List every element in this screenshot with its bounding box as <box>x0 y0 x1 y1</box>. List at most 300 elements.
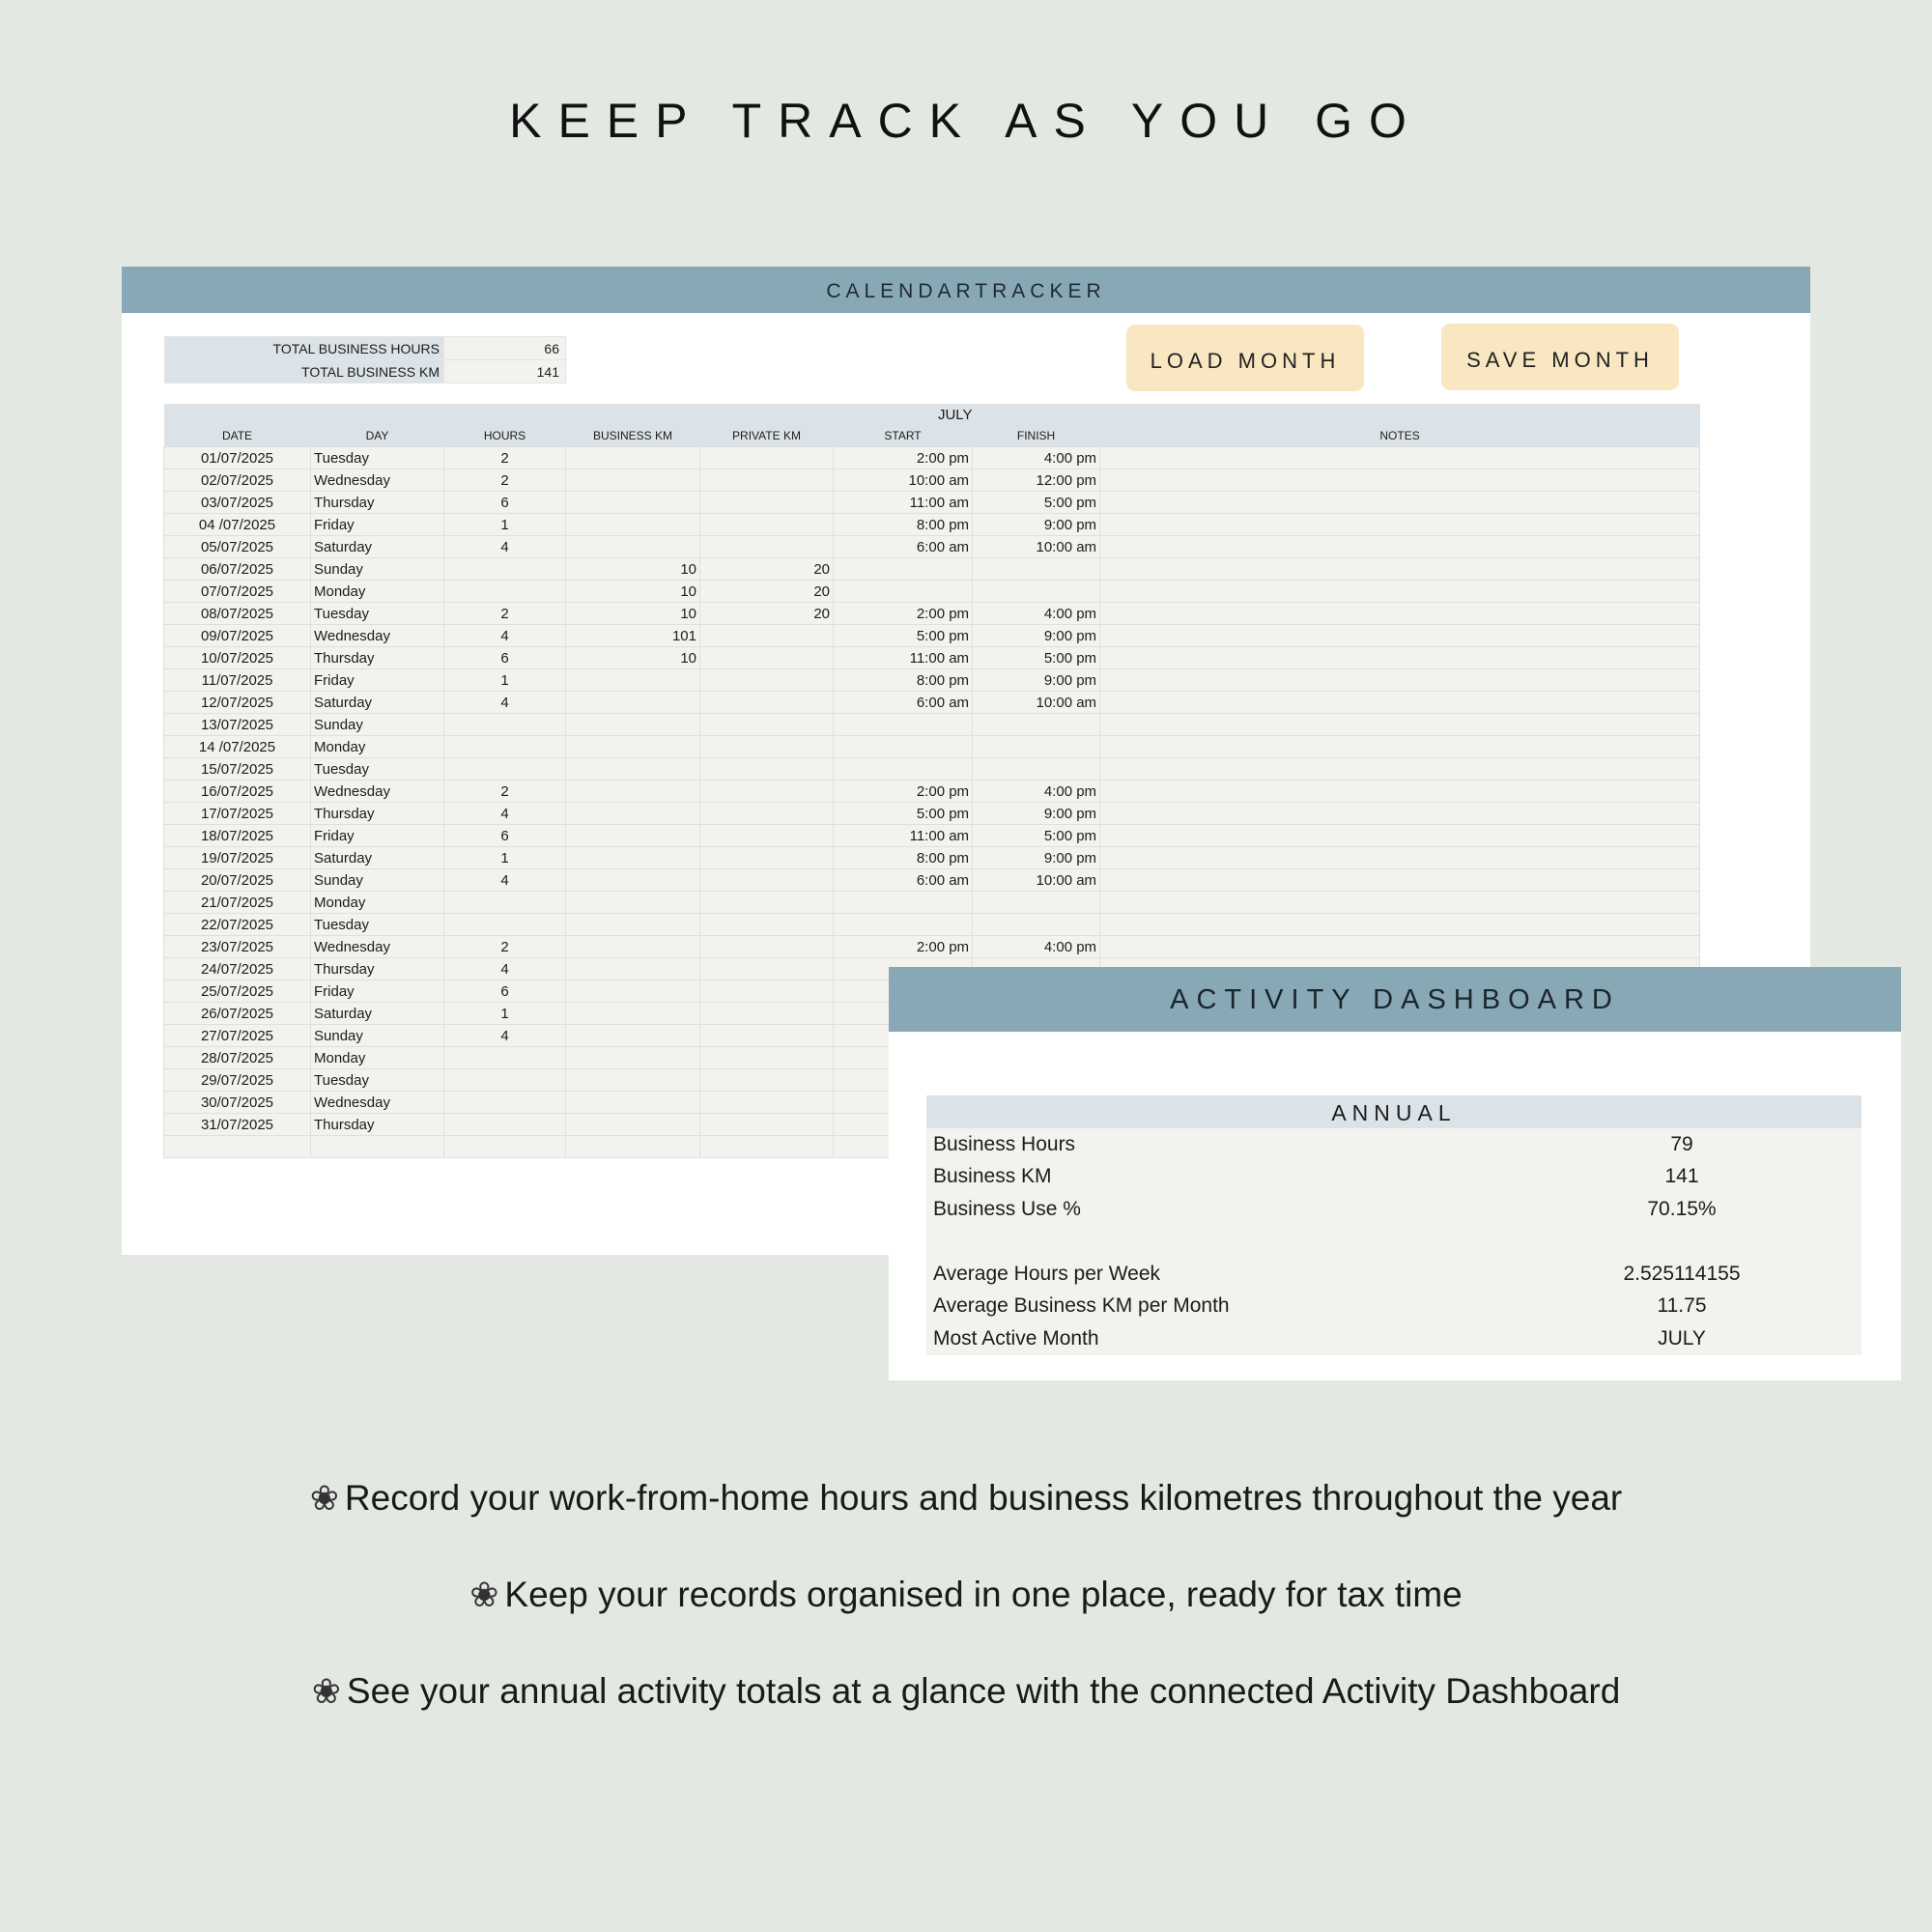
cell-notes[interactable] <box>1100 758 1700 781</box>
cell-hours[interactable]: 6 <box>444 492 566 514</box>
table-row <box>164 447 1700 469</box>
cell-business-km[interactable] <box>566 1114 700 1136</box>
cell-day[interactable]: Sunday <box>311 714 444 736</box>
cell-start[interactable]: 11:00 am <box>834 825 973 847</box>
cell-business-km[interactable] <box>566 692 700 714</box>
cell-start[interactable] <box>834 736 973 758</box>
cell-start[interactable]: 2:00 pm <box>834 447 973 469</box>
dashboard-label: Average Business KM per Month <box>933 1294 1230 1318</box>
cell-date[interactable]: 10/07/2025 <box>164 647 311 669</box>
cell-finish[interactable]: 9:00 pm <box>973 669 1100 692</box>
cell-private-km[interactable] <box>700 1136 834 1158</box>
table-row <box>164 692 1700 714</box>
cell-private-km[interactable] <box>700 892 834 914</box>
cell-hours[interactable]: 1 <box>444 1003 566 1025</box>
month-label: JULY <box>164 404 973 425</box>
cell-notes[interactable] <box>1100 603 1700 625</box>
cell-notes[interactable] <box>1100 514 1700 536</box>
cell-private-km[interactable] <box>700 958 834 980</box>
cell-business-km[interactable] <box>566 514 700 536</box>
cell-finish[interactable] <box>973 892 1100 914</box>
cell-day[interactable]: Friday <box>311 980 444 1003</box>
cell-private-km[interactable] <box>700 825 834 847</box>
tracker-title: CALENDARTRACKER <box>122 267 1810 313</box>
cell-hours[interactable] <box>444 892 566 914</box>
cell-business-km[interactable] <box>566 758 700 781</box>
cell-hours[interactable]: 1 <box>444 847 566 869</box>
cell-day[interactable]: Sunday <box>311 869 444 892</box>
column-header-date: DATE <box>164 425 311 447</box>
dashboard-label: Business KM <box>933 1165 1052 1188</box>
cell-business-km[interactable] <box>566 1092 700 1114</box>
cell-start[interactable]: 10:00 am <box>834 469 973 492</box>
cell-hours[interactable]: 2 <box>444 781 566 803</box>
cell-day[interactable]: Saturday <box>311 847 444 869</box>
cell-date[interactable]: 04 /07/2025 <box>164 514 311 536</box>
dashboard-title: ACTIVITY DASHBOARD <box>889 967 1901 1032</box>
cell-business-km[interactable]: 101 <box>566 625 700 647</box>
cell-notes[interactable] <box>1100 669 1700 692</box>
cell-finish[interactable]: 9:00 pm <box>973 847 1100 869</box>
table-row <box>164 736 1700 758</box>
cell-date[interactable]: 12/07/2025 <box>164 692 311 714</box>
cell-hours[interactable] <box>444 758 566 781</box>
cell-date[interactable]: 09/07/2025 <box>164 625 311 647</box>
cell-business-km[interactable] <box>566 469 700 492</box>
save-month-button[interactable]: SAVE MONTH <box>1441 324 1679 390</box>
dashboard-row <box>926 1322 1861 1355</box>
cell-start[interactable]: 11:00 am <box>834 647 973 669</box>
cell-day[interactable]: Saturday <box>311 536 444 558</box>
totals-table <box>164 336 566 384</box>
cell-notes[interactable] <box>1100 847 1700 869</box>
cell-private-km[interactable] <box>700 781 834 803</box>
cell-hours[interactable]: 4 <box>444 536 566 558</box>
cell-hours[interactable]: 4 <box>444 958 566 980</box>
table-row <box>164 803 1700 825</box>
cell-finish[interactable]: 5:00 pm <box>973 825 1100 847</box>
cell-day[interactable]: Thursday <box>311 647 444 669</box>
cell-day[interactable]: Wednesday <box>311 936 444 958</box>
cell-hours[interactable] <box>444 581 566 603</box>
cell-hours[interactable]: 2 <box>444 469 566 492</box>
cell-notes[interactable] <box>1100 536 1700 558</box>
cell-business-km[interactable] <box>566 736 700 758</box>
dashboard-value: 11.75 <box>1657 1294 1707 1318</box>
table-row <box>164 492 1700 514</box>
cell-hours[interactable] <box>444 1136 566 1158</box>
cell-notes[interactable] <box>1100 692 1700 714</box>
cell-private-km[interactable] <box>700 1025 834 1047</box>
cell-hours[interactable]: 1 <box>444 669 566 692</box>
cell-date[interactable]: 08/07/2025 <box>164 603 311 625</box>
cell-private-km[interactable] <box>700 847 834 869</box>
cell-hours[interactable]: 4 <box>444 692 566 714</box>
cell-private-km[interactable] <box>700 980 834 1003</box>
total-row <box>165 360 566 384</box>
cell-private-km[interactable] <box>700 1114 834 1136</box>
table-row <box>164 869 1700 892</box>
cell-business-km[interactable] <box>566 1025 700 1047</box>
cell-finish[interactable]: 10:00 am <box>973 869 1100 892</box>
cell-finish[interactable]: 10:00 am <box>973 536 1100 558</box>
cell-private-km[interactable] <box>700 914 834 936</box>
sparkle-flower-icon: ❀ <box>309 1478 339 1518</box>
cell-day[interactable]: Saturday <box>311 1003 444 1025</box>
cell-hours[interactable]: 6 <box>444 647 566 669</box>
cell-finish[interactable] <box>973 581 1100 603</box>
cell-day[interactable]: Monday <box>311 581 444 603</box>
cell-day[interactable]: Friday <box>311 669 444 692</box>
cell-date[interactable]: 16/07/2025 <box>164 781 311 803</box>
cell-date[interactable]: 06/07/2025 <box>164 558 311 581</box>
cell-business-km[interactable] <box>566 892 700 914</box>
cell-notes[interactable] <box>1100 869 1700 892</box>
cell-day[interactable]: Wednesday <box>311 469 444 492</box>
dashboard-value: JULY <box>1658 1326 1706 1350</box>
cell-date[interactable]: 27/07/2025 <box>164 1025 311 1047</box>
column-header-private-km: PRIVATE KM <box>700 425 834 447</box>
cell-notes[interactable] <box>1100 625 1700 647</box>
table-row <box>164 847 1700 869</box>
cell-hours[interactable]: 2 <box>444 603 566 625</box>
dashboard-label: Most Active Month <box>933 1326 1099 1350</box>
cell-notes[interactable] <box>1100 492 1700 514</box>
cell-date[interactable]: 21/07/2025 <box>164 892 311 914</box>
annual-heading: ANNUAL <box>926 1095 1861 1128</box>
total-label: TOTAL BUSINESS KM <box>165 360 444 384</box>
cell-start[interactable]: 6:00 am <box>834 692 973 714</box>
cell-private-km[interactable]: 20 <box>700 603 834 625</box>
cell-business-km[interactable] <box>566 1003 700 1025</box>
dashboard-row <box>926 1128 1861 1161</box>
cell-start[interactable]: 5:00 pm <box>834 803 973 825</box>
table-row <box>164 892 1700 914</box>
cell-date[interactable]: 26/07/2025 <box>164 1003 311 1025</box>
cell-date[interactable]: 01/07/2025 <box>164 447 311 469</box>
total-value: 141 <box>444 360 566 384</box>
cell-date[interactable]: 15/07/2025 <box>164 758 311 781</box>
cell-day[interactable]: Friday <box>311 514 444 536</box>
feature-item <box>0 1478 1932 1519</box>
cell-notes[interactable] <box>1100 447 1700 469</box>
cell-start[interactable]: 8:00 pm <box>834 847 973 869</box>
cell-day[interactable]: Tuesday <box>311 603 444 625</box>
cell-day[interactable]: Thursday <box>311 958 444 980</box>
cell-day[interactable]: Thursday <box>311 803 444 825</box>
cell-hours[interactable]: 6 <box>444 825 566 847</box>
cell-start[interactable]: 8:00 pm <box>834 669 973 692</box>
cell-day[interactable]: Tuesday <box>311 914 444 936</box>
column-header-start: START <box>834 425 973 447</box>
cell-notes[interactable] <box>1100 647 1700 669</box>
cell-date[interactable]: 19/07/2025 <box>164 847 311 869</box>
dashboard-value: 141 <box>1664 1165 1699 1188</box>
cell-day[interactable] <box>311 1136 444 1158</box>
cell-business-km[interactable] <box>566 847 700 869</box>
cell-day[interactable]: Thursday <box>311 1114 444 1136</box>
cell-date[interactable]: 05/07/2025 <box>164 536 311 558</box>
table-row <box>164 536 1700 558</box>
dashboard-row <box>926 1161 1861 1194</box>
cell-business-km[interactable] <box>566 492 700 514</box>
sparkle-flower-icon: ❀ <box>469 1575 499 1614</box>
cell-private-km[interactable] <box>700 514 834 536</box>
cell-finish[interactable]: 9:00 pm <box>973 625 1100 647</box>
cell-private-km[interactable] <box>700 692 834 714</box>
cell-start[interactable] <box>834 714 973 736</box>
cell-hours[interactable] <box>444 1114 566 1136</box>
cell-finish[interactable]: 12:00 pm <box>973 469 1100 492</box>
cell-hours[interactable]: 1 <box>444 514 566 536</box>
table-row <box>164 625 1700 647</box>
cell-private-km[interactable] <box>700 647 834 669</box>
cell-date[interactable]: 11/07/2025 <box>164 669 311 692</box>
cell-start[interactable]: 6:00 am <box>834 536 973 558</box>
cell-business-km[interactable] <box>566 958 700 980</box>
cell-notes[interactable] <box>1100 936 1700 958</box>
cell-date[interactable]: 07/07/2025 <box>164 581 311 603</box>
cell-notes[interactable] <box>1100 714 1700 736</box>
cell-date[interactable]: 24/07/2025 <box>164 958 311 980</box>
cell-hours[interactable]: 4 <box>444 625 566 647</box>
cell-start[interactable]: 2:00 pm <box>834 603 973 625</box>
column-header-day: DAY <box>311 425 444 447</box>
cell-hours[interactable] <box>444 914 566 936</box>
cell-business-km[interactable] <box>566 714 700 736</box>
cell-finish[interactable]: 9:00 pm <box>973 514 1100 536</box>
cell-hours[interactable]: 2 <box>444 936 566 958</box>
cell-notes[interactable] <box>1100 892 1700 914</box>
table-row <box>164 914 1700 936</box>
cell-day[interactable]: Tuesday <box>311 447 444 469</box>
cell-notes[interactable] <box>1100 825 1700 847</box>
cell-business-km[interactable] <box>566 1069 700 1092</box>
cell-business-km[interactable] <box>566 1136 700 1158</box>
cell-private-km[interactable]: 20 <box>700 581 834 603</box>
feature-item <box>0 1671 1932 1712</box>
cell-private-km[interactable] <box>700 736 834 758</box>
cell-hours[interactable] <box>444 736 566 758</box>
cell-date[interactable]: 31/07/2025 <box>164 1114 311 1136</box>
table-row <box>164 714 1700 736</box>
cell-business-km[interactable]: 10 <box>566 558 700 581</box>
cell-finish[interactable] <box>973 914 1100 936</box>
cell-private-km[interactable] <box>700 1003 834 1025</box>
cell-hours[interactable]: 4 <box>444 1025 566 1047</box>
cell-business-km[interactable]: 10 <box>566 581 700 603</box>
cell-business-km[interactable] <box>566 536 700 558</box>
cell-finish[interactable] <box>973 558 1100 581</box>
cell-start[interactable] <box>834 892 973 914</box>
cell-date[interactable] <box>164 1136 311 1158</box>
cell-date[interactable]: 13/07/2025 <box>164 714 311 736</box>
cell-start[interactable] <box>834 581 973 603</box>
table-row <box>164 558 1700 581</box>
cell-day[interactable]: Sunday <box>311 558 444 581</box>
cell-date[interactable]: 23/07/2025 <box>164 936 311 958</box>
column-header-notes: NOTES <box>1100 425 1700 447</box>
cell-hours[interactable]: 2 <box>444 447 566 469</box>
cell-date[interactable]: 03/07/2025 <box>164 492 311 514</box>
total-value: 66 <box>444 337 566 360</box>
feature-item <box>0 1575 1932 1615</box>
cell-start[interactable] <box>834 558 973 581</box>
load-month-button[interactable]: LOAD MONTH <box>1126 325 1364 391</box>
cell-business-km[interactable] <box>566 781 700 803</box>
dashboard-value: 79 <box>1670 1132 1693 1155</box>
cell-date[interactable]: 29/07/2025 <box>164 1069 311 1092</box>
cell-day[interactable]: Monday <box>311 892 444 914</box>
cell-date[interactable]: 02/07/2025 <box>164 469 311 492</box>
cell-private-km[interactable]: 20 <box>700 558 834 581</box>
cell-date[interactable]: 28/07/2025 <box>164 1047 311 1069</box>
cell-start[interactable] <box>834 914 973 936</box>
cell-day[interactable]: Wednesday <box>311 1092 444 1114</box>
cell-date[interactable]: 20/07/2025 <box>164 869 311 892</box>
table-row <box>164 825 1700 847</box>
cell-finish[interactable]: 4:00 pm <box>973 447 1100 469</box>
column-header-hours: HOURS <box>444 425 566 447</box>
cell-day[interactable]: Monday <box>311 1047 444 1069</box>
cell-business-km[interactable] <box>566 447 700 469</box>
dashboard-value: 2.525114155 <box>1623 1262 1741 1285</box>
cell-private-km[interactable] <box>700 669 834 692</box>
activity-dashboard-panel <box>889 967 1901 1380</box>
cell-hours[interactable]: 6 <box>444 980 566 1003</box>
cell-finish[interactable]: 9:00 pm <box>973 803 1100 825</box>
cell-finish[interactable]: 5:00 pm <box>973 492 1100 514</box>
cell-day[interactable]: Saturday <box>311 692 444 714</box>
feature-text: See your annual activity totals at a glance with the connected Activity Dashboard <box>346 1671 1621 1711</box>
cell-finish[interactable]: 10:00 am <box>973 692 1100 714</box>
cell-private-km[interactable] <box>700 536 834 558</box>
dashboard-row <box>926 1193 1861 1226</box>
cell-day[interactable]: Friday <box>311 825 444 847</box>
cell-hours[interactable] <box>444 558 566 581</box>
cell-date[interactable]: 17/07/2025 <box>164 803 311 825</box>
cell-finish[interactable]: 4:00 pm <box>973 603 1100 625</box>
total-label: TOTAL BUSINESS HOURS <box>165 337 444 360</box>
cell-business-km[interactable]: 10 <box>566 603 700 625</box>
cell-private-km[interactable] <box>700 803 834 825</box>
cell-business-km[interactable] <box>566 1047 700 1069</box>
cell-finish[interactable] <box>973 714 1100 736</box>
cell-day[interactable]: Thursday <box>311 492 444 514</box>
table-row <box>164 669 1700 692</box>
cell-day[interactable]: Tuesday <box>311 1069 444 1092</box>
cell-date[interactable]: 14 /07/2025 <box>164 736 311 758</box>
cell-start[interactable]: 5:00 pm <box>834 625 973 647</box>
cell-private-km[interactable] <box>700 625 834 647</box>
cell-private-km[interactable] <box>700 1069 834 1092</box>
cell-notes[interactable] <box>1100 469 1700 492</box>
cell-date[interactable]: 22/07/2025 <box>164 914 311 936</box>
cell-private-km[interactable] <box>700 1092 834 1114</box>
cell-private-km[interactable] <box>700 447 834 469</box>
dashboard-value: 70.15% <box>1647 1197 1717 1220</box>
column-header-finish: FINISH <box>973 425 1100 447</box>
dashboard-row <box>926 1258 1861 1291</box>
cell-date[interactable]: 18/07/2025 <box>164 825 311 847</box>
cell-private-km[interactable] <box>700 936 834 958</box>
cell-hours[interactable]: 4 <box>444 803 566 825</box>
dashboard-label: Average Hours per Week <box>933 1262 1161 1285</box>
dashboard-label: Business Hours <box>933 1132 1076 1155</box>
cell-business-km[interactable] <box>566 869 700 892</box>
cell-hours[interactable] <box>444 1047 566 1069</box>
table-row <box>164 781 1700 803</box>
cell-business-km[interactable]: 10 <box>566 647 700 669</box>
cell-date[interactable]: 25/07/2025 <box>164 980 311 1003</box>
cell-business-km[interactable] <box>566 669 700 692</box>
cell-notes[interactable] <box>1100 914 1700 936</box>
cell-day[interactable]: Wednesday <box>311 781 444 803</box>
table-row <box>164 647 1700 669</box>
dashboard-row <box>926 1291 1861 1323</box>
total-row <box>165 337 566 360</box>
cell-hours[interactable] <box>444 714 566 736</box>
dashboard-row <box>926 1226 1861 1259</box>
cell-notes[interactable] <box>1100 803 1700 825</box>
cell-business-km[interactable] <box>566 803 700 825</box>
page-title: KEEP TRACK AS YOU GO <box>509 94 1423 148</box>
cell-business-km[interactable] <box>566 936 700 958</box>
column-header-business-km: BUSINESS KM <box>566 425 700 447</box>
cell-private-km[interactable] <box>700 714 834 736</box>
cell-notes[interactable] <box>1100 581 1700 603</box>
cell-date[interactable]: 30/07/2025 <box>164 1092 311 1114</box>
cell-start[interactable] <box>834 758 973 781</box>
cell-business-km[interactable] <box>566 980 700 1003</box>
cell-hours[interactable]: 4 <box>444 869 566 892</box>
cell-business-km[interactable] <box>566 914 700 936</box>
cell-private-km[interactable] <box>700 492 834 514</box>
table-row <box>164 469 1700 492</box>
annual-summary <box>926 1095 1861 1355</box>
cell-notes[interactable] <box>1100 558 1700 581</box>
cell-private-km[interactable] <box>700 758 834 781</box>
cell-day[interactable]: Monday <box>311 736 444 758</box>
cell-finish[interactable]: 4:00 pm <box>973 936 1100 958</box>
cell-hours[interactable] <box>444 1092 566 1114</box>
sparkle-flower-icon: ❀ <box>311 1671 341 1711</box>
table-row <box>164 936 1700 958</box>
cell-finish[interactable]: 5:00 pm <box>973 647 1100 669</box>
dashboard-label: Business Use % <box>933 1197 1081 1220</box>
cell-private-km[interactable] <box>700 1047 834 1069</box>
cell-start[interactable]: 2:00 pm <box>834 936 973 958</box>
cell-finish[interactable] <box>973 736 1100 758</box>
cell-notes[interactable] <box>1100 781 1700 803</box>
cell-start[interactable]: 8:00 pm <box>834 514 973 536</box>
cell-start[interactable]: 11:00 am <box>834 492 973 514</box>
cell-finish[interactable] <box>973 758 1100 781</box>
cell-notes[interactable] <box>1100 736 1700 758</box>
cell-finish[interactable]: 4:00 pm <box>973 781 1100 803</box>
cell-day[interactable]: Tuesday <box>311 758 444 781</box>
table-row <box>164 758 1700 781</box>
cell-day[interactable]: Wednesday <box>311 625 444 647</box>
cell-start[interactable]: 6:00 am <box>834 869 973 892</box>
cell-day[interactable]: Sunday <box>311 1025 444 1047</box>
cell-private-km[interactable] <box>700 469 834 492</box>
cell-business-km[interactable] <box>566 825 700 847</box>
table-row <box>164 514 1700 536</box>
cell-hours[interactable] <box>444 1069 566 1092</box>
cell-private-km[interactable] <box>700 869 834 892</box>
cell-start[interactable]: 2:00 pm <box>834 781 973 803</box>
